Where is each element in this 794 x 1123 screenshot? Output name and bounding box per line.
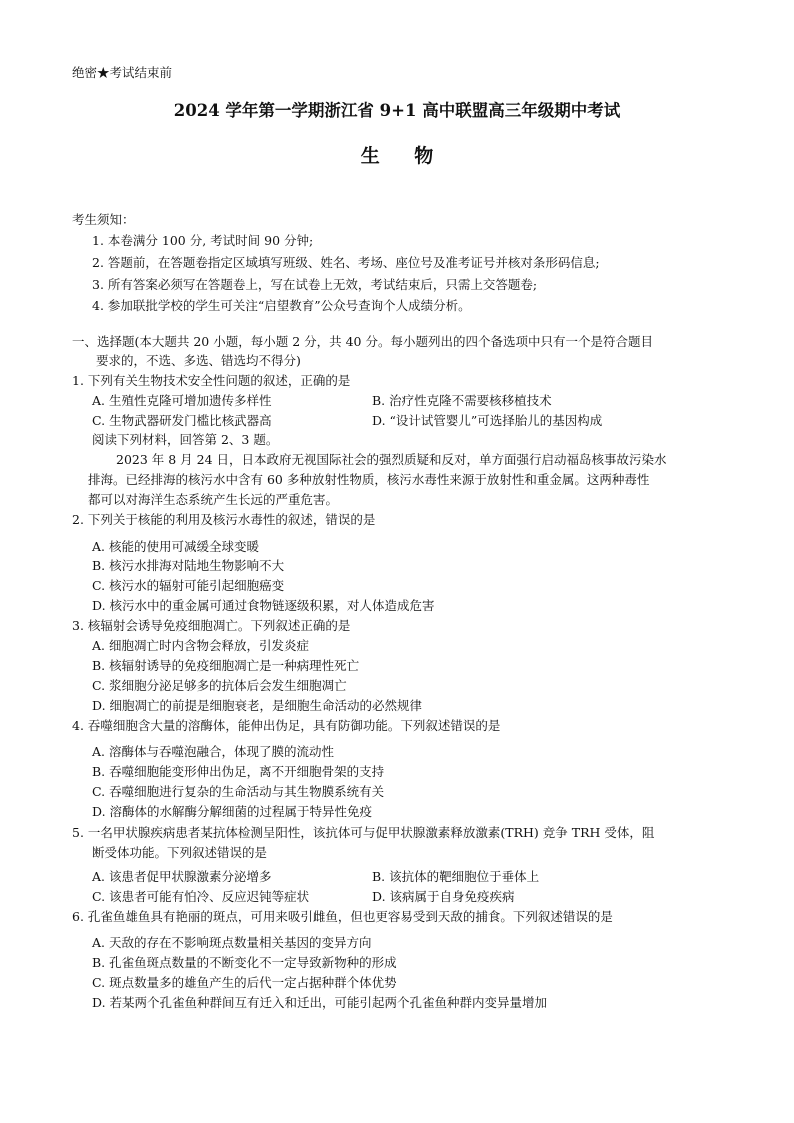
q6-option-a: A. 天敌的存在不影响斑点数量相关基因的变异方向 [92, 935, 372, 950]
q1-option-c: C. 生物武器研发门槛比核武器高 [92, 413, 272, 428]
subject-title: 生 物 [360, 145, 448, 167]
q1-option-d: D. “设计试管婴儿”可选择胎儿的基因构成 [372, 413, 603, 428]
q4-option-a: A. 溶酶体与吞噬泡融合，体现了膜的流动性 [92, 744, 334, 759]
question-5-stem-cont: 断受体功能。下列叙述错误的是 [92, 845, 268, 860]
q1-option-a: A. 生殖性克隆可增加遗传多样性 [92, 393, 272, 408]
q2-option-d: D. 核污水中的重金属可通过食物链逐级积累，对人体造成危害 [92, 598, 435, 613]
notice-heading: 考生须知： [72, 212, 135, 227]
question-5-stem: 5. 一名甲状腺疾病患者某抗体检测呈阳性，该抗体可与促甲状腺激素释放激素(TRH) 竞争 TRH 受体，阻 [72, 825, 655, 840]
q2-option-c: C. 核污水的辐射可能引起细胞癌变 [92, 578, 285, 593]
q5-option-d: D. 该病属于自身免疫疾病 [372, 889, 515, 904]
q2-option-a: A. 核能的使用可减缓全球变暖 [92, 539, 259, 554]
passage-intro: 阅读下列材料，回答第 2、3 题。 [92, 432, 279, 447]
q4-option-d: D. 溶酶体的水解酶分解细菌的过程属于特异性免疫 [92, 804, 373, 819]
question-3-stem: 3. 核辐射会诱导免疫细胞凋亡。下列叙述正确的是 [72, 618, 351, 633]
q6-option-d: D. 若某两个孔雀鱼种群间互有迁入和迁出，可能引起两个孔雀鱼种群内变异量增加 [92, 995, 548, 1010]
q4-option-c: C. 吞噬细胞进行复杂的生命活动与其生物膜系统有关 [92, 784, 385, 799]
question-2-stem: 2. 下列关于核能的利用及核污水毒性的叙述，错误的是 [72, 512, 376, 527]
q2-option-b: B. 核污水排海对陆地生物影响不大 [92, 558, 285, 573]
confidential-label: 绝密★考试结束前 [72, 65, 173, 80]
q6-option-c: C. 斑点数量多的雄鱼产生的后代一定占据种群个体优势 [92, 975, 397, 990]
q6-option-b: B. 孔雀鱼斑点数量的不断变化不一定导致新物种的形成 [92, 955, 397, 970]
q5-option-b: B. 该抗体的靶细胞位于垂体上 [372, 869, 540, 884]
q5-option-a: A. 该患者促甲状腺激素分泌增多 [92, 869, 272, 884]
notice-item: 3. 所有答案必须写在答题卷上，写在试卷上无效，考试结束后，只需上交答题卷; [92, 277, 538, 292]
section-heading-cont: 要求的，不选、多选、错选均不得分) [96, 353, 301, 368]
question-4-stem: 4. 吞噬细胞含大量的溶酶体，能伸出伪足，具有防御功能。下列叙述错误的是 [72, 718, 501, 733]
q3-option-b: B. 核辐射诱导的免疫细胞凋亡是一种病理性死亡 [92, 658, 360, 673]
q5-option-c: C. 该患者可能有怕冷、反应迟钝等症状 [92, 889, 310, 904]
section-heading: 一、选择题(本大题共 20 小题，每小题 2 分，共 40 分。每小题列出的四个备选项中只有一个是符合题目 [72, 334, 653, 349]
q3-option-c: C. 浆细胞分泌足够多的抗体后会发生细胞凋亡 [92, 678, 347, 693]
q4-option-b: B. 吞噬细胞能变形伸出伪足，离不开细胞骨架的支持 [92, 764, 385, 779]
passage-line: 2023 年 8 月 24 日，日本政府无视国际社会的强烈质疑和反对，单方面强行启动福岛核事故污染水 [116, 452, 667, 467]
passage-line: 都可以对海洋生态系统产生长远的严重危害。 [88, 492, 339, 507]
passage-line: 排海。已经排海的核污水中含有 60 多种放射性物质，核污水毒性来源于放射性和重金属。这两种毒性 [88, 472, 650, 487]
notice-item: 2. 答题前，在答题卷指定区域填写班级、姓名、考场、座位号及准考证号并核对条形码信息; [92, 255, 600, 270]
q1-option-b: B. 治疗性克隆不需要核移植技术 [372, 393, 552, 408]
question-6-stem: 6. 孔雀鱼雄鱼具有艳丽的斑点，可用来吸引雌鱼，但也更容易受到天敌的捕食。下列叙述错误的是 [72, 909, 613, 924]
exam-title: 2024 学年第一学期浙江省 9+1 高中联盟高三年级期中考试 [173, 101, 621, 120]
q3-option-a: A. 细胞凋亡时内含物会释放，引发炎症 [92, 638, 309, 653]
notice-item: 1. 本卷满分 100 分, 考试时间 90 分钟; [92, 233, 314, 248]
notice-item: 4. 参加联批学校的学生可关注“启望教育”公众号查询个人成绩分析。 [92, 298, 471, 313]
question-1-stem: 1. 下列有关生物技术安全性问题的叙述，正确的是 [72, 373, 351, 388]
q3-option-d: D. 细胞凋亡的前提是细胞衰老，是细胞生命活动的必然规律 [92, 698, 423, 713]
